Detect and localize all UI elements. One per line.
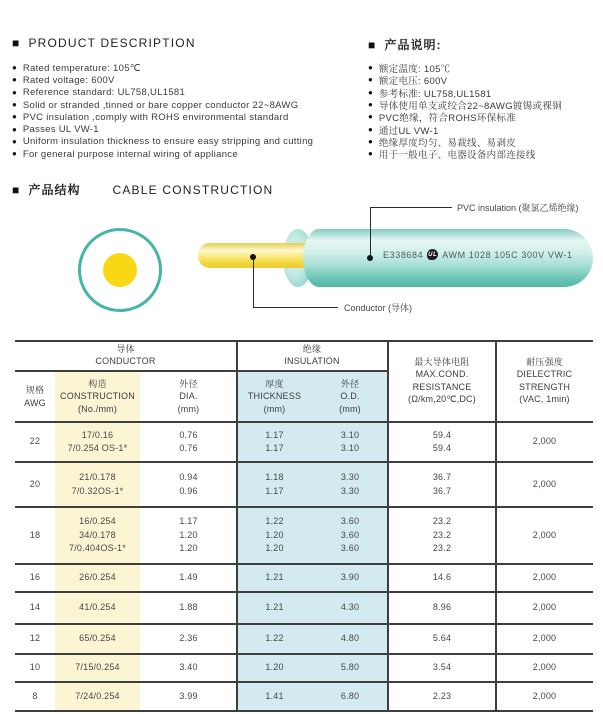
table-cell — [140, 625, 237, 653]
cell-value: 10 — [29, 662, 41, 673]
cell-value: 8 — [32, 690, 38, 701]
table-cell — [496, 655, 593, 681]
header-line: 最大导体电阻 — [414, 356, 470, 367]
cell-value: 3.60 — [340, 543, 360, 554]
column-header — [237, 372, 312, 421]
list-item — [12, 111, 313, 123]
cell-value: 1.17 — [265, 429, 284, 440]
cell-value: 23.2 — [432, 529, 452, 540]
table-cell — [496, 508, 593, 563]
cell-value: 3.30 — [340, 485, 360, 496]
list-item — [368, 87, 562, 99]
table-row — [15, 565, 593, 593]
header-line: 外径 — [340, 378, 360, 389]
header-line: (mm) — [339, 403, 361, 414]
list-item — [12, 99, 313, 111]
cell-value: 26/0.254 — [79, 572, 116, 583]
list-item-text: Rated voltage: 600V — [22, 74, 115, 86]
cell-value: 1.20 — [179, 529, 198, 540]
cell-value: 3.40 — [179, 662, 198, 673]
table-cell — [388, 593, 496, 623]
cell-value: 2,000 — [532, 478, 557, 489]
table-cell — [55, 463, 140, 506]
cell-value: 3.10 — [340, 429, 360, 440]
list-item-text: Reference standard: UL758,UL1581 — [22, 87, 186, 99]
header-line: (VAC, 1min) — [519, 394, 570, 404]
cell-value: 7/15/0.254 — [75, 662, 120, 673]
cell-value: 1.41 — [265, 690, 284, 701]
bullet-icon: ● — [12, 112, 17, 122]
list-item-text: 参考标准: UL758,UL1581 — [378, 88, 492, 100]
product-description-list — [12, 62, 313, 160]
cable-marking — [383, 249, 589, 260]
table-cell — [388, 655, 496, 681]
list-item — [368, 74, 562, 86]
section-title-text: 产品说明: — [384, 38, 442, 52]
spec-table — [15, 340, 593, 712]
table-body — [15, 423, 593, 712]
cell-value: 14.6 — [432, 572, 452, 583]
cell-value: 1.49 — [179, 572, 198, 583]
table-cell — [15, 593, 55, 623]
table-cell — [388, 463, 496, 506]
cell-value: 3.60 — [340, 516, 360, 527]
table-cell — [312, 593, 388, 623]
table-cell — [312, 508, 388, 563]
cell-value: 23.2 — [432, 516, 452, 527]
cell-value: 3.60 — [340, 529, 360, 540]
header-line: INSULATION — [284, 356, 340, 366]
cell-value: 59.4 — [432, 443, 452, 453]
cell-value: 4.30 — [340, 602, 360, 613]
cell-value: 1.20 — [265, 662, 284, 673]
header-line: AWG — [24, 397, 46, 408]
cell-value: 3.30 — [340, 472, 360, 482]
cell-value: 1.18 — [265, 472, 284, 482]
list-item — [368, 111, 562, 123]
table-row — [15, 423, 593, 463]
cell-value: 34/0.178 — [79, 529, 116, 540]
cell-value: 1.22 — [265, 516, 284, 527]
header-line: DIELECTRIC — [516, 369, 573, 379]
list-item-text: PVC绝缘，符合ROHS环保标准 — [378, 113, 517, 125]
list-item-text: 通过UL VW-1 — [378, 125, 439, 137]
cell-value: 1.20 — [179, 543, 198, 554]
bullet-icon: ● — [368, 112, 373, 122]
table-cell — [237, 565, 312, 591]
header-line: 绝缘 — [302, 343, 322, 354]
cell-value: 1.88 — [179, 602, 198, 613]
section-title-zh: 产品结构 — [28, 183, 81, 197]
bullet-icon: ● — [368, 124, 373, 134]
table-cell — [237, 508, 312, 563]
cell-value: 3.99 — [179, 690, 198, 701]
cell-value: 2,000 — [532, 529, 557, 540]
cell-value: 2.36 — [179, 633, 198, 644]
header-line: (mm) — [263, 403, 286, 414]
list-item — [368, 123, 562, 135]
section-title-text: PRODUCT DESCRIPTION — [28, 36, 196, 50]
table-cell — [496, 565, 593, 591]
cell-value: 0.76 — [179, 429, 198, 440]
cell-value: 22 — [29, 436, 41, 447]
cell-value: 1.17 — [179, 516, 198, 527]
header-line: DIA. — [179, 391, 198, 402]
table-cell — [312, 683, 388, 710]
list-item-text: 绝缘厚度均匀、易裁线、易剥皮 — [378, 137, 517, 149]
list-item — [12, 62, 313, 74]
table-cell — [140, 508, 237, 563]
square-bullet-icon: ■ — [368, 37, 377, 52]
header-line: 厚度 — [265, 378, 284, 389]
conductor-pointer-dot — [250, 254, 256, 260]
cell-value: 0.96 — [179, 485, 198, 496]
table-cell — [55, 565, 140, 591]
square-bullet-icon: ■ — [12, 182, 21, 197]
cell-value: 65/0.254 — [79, 633, 116, 644]
table-cell — [140, 655, 237, 681]
cell-value: 3.10 — [340, 443, 360, 453]
cell-value: 59.4 — [432, 429, 452, 440]
marking-style-text: AWM 1028 105C 300V VW-1 — [442, 249, 573, 260]
list-item — [368, 99, 562, 111]
table-cell — [15, 463, 55, 506]
header-line: (No./mm) — [77, 403, 118, 414]
cell-value: 7/24/0.254 — [75, 690, 120, 701]
bullet-icon: ● — [12, 100, 17, 110]
column-header — [15, 372, 55, 421]
cell-value: 1.17 — [265, 443, 284, 453]
table-cell — [237, 625, 312, 653]
bullet-icon: ● — [12, 136, 17, 146]
header-line: 导体 — [116, 343, 135, 354]
insulation-leader-line — [370, 207, 371, 256]
table-row — [15, 593, 593, 625]
bullet-icon: ● — [368, 75, 373, 85]
table-cell — [55, 683, 140, 710]
cell-value: 2,000 — [532, 436, 557, 447]
insulation-leader-line — [370, 207, 452, 208]
table-cell — [496, 683, 593, 710]
header-line: (mm) — [177, 403, 200, 414]
table-cell — [388, 625, 496, 653]
table-cell — [496, 625, 593, 653]
list-item — [368, 136, 562, 148]
cell-value: 2,000 — [532, 633, 557, 644]
header-line: 规格 — [25, 385, 45, 395]
bullet-icon: ● — [368, 136, 373, 146]
cell-value: 7/0.404OS-1* — [69, 543, 126, 554]
cell-value: 7/0.32OS-1* — [71, 485, 124, 496]
table-cell — [140, 683, 237, 710]
marking-file-number: E338684 — [383, 249, 424, 260]
table-cell — [312, 565, 388, 591]
column-header — [388, 340, 496, 421]
cell-value: 5.64 — [432, 633, 452, 644]
cell-value: 3.54 — [432, 662, 452, 673]
table-cell — [237, 463, 312, 506]
table-cell — [140, 423, 237, 461]
table-cell — [312, 423, 388, 461]
cell-value: 17/0.16 — [81, 429, 114, 440]
table-cell — [55, 655, 140, 681]
cell-value: 2,000 — [532, 602, 557, 613]
header-line: CONSTRUCTION — [60, 391, 135, 402]
ul-logo-icon: UL — [427, 249, 438, 260]
cell-value: 1.17 — [265, 485, 284, 496]
header-line: CONDUCTOR — [95, 356, 156, 366]
cell-value: 23.2 — [432, 543, 452, 554]
list-item — [368, 62, 562, 74]
cell-value: 8.96 — [432, 602, 452, 613]
bullet-icon: ● — [12, 75, 17, 85]
cell-value: 2,000 — [532, 572, 557, 583]
section-title-en: CABLE CONSTRUCTION — [112, 182, 274, 197]
cell-value: 20 — [29, 478, 41, 489]
cell-value: 36.7 — [432, 485, 452, 496]
cell-value: 1.22 — [265, 633, 284, 644]
table-cell — [237, 593, 312, 623]
table-cell — [140, 565, 237, 591]
cable-cross-section — [78, 228, 162, 312]
cell-value: 16/0.254 — [79, 516, 116, 527]
product-notes-list — [368, 62, 562, 160]
list-item-text: 额定温度: 105℃ — [378, 64, 451, 76]
cell-value: 36.7 — [432, 472, 452, 482]
list-item-text: PVC insulation ,comply with ROHS environmental standard — [22, 111, 289, 123]
cell-value: 3.90 — [340, 572, 360, 583]
list-item-text: 额定电压: 600V — [378, 76, 448, 88]
cell-value: 1.21 — [265, 572, 284, 583]
header-line: STRENGTH — [518, 381, 571, 392]
cell-value: 0.76 — [179, 443, 198, 453]
cable-diagram — [0, 195, 603, 327]
table-cell — [15, 625, 55, 653]
table-cell — [55, 508, 140, 563]
list-item-text: 导体使用单支或绞合22~8AWG镀锡或裸铜 — [378, 101, 562, 113]
table-cell — [15, 423, 55, 461]
table-cell — [15, 508, 55, 563]
table-cell — [140, 593, 237, 623]
table-cell — [15, 683, 55, 710]
product-description-title — [12, 36, 196, 50]
cell-value: 7/0.254 OS-1* — [67, 443, 128, 453]
list-item — [12, 123, 313, 135]
bullet-icon: ● — [12, 87, 17, 97]
table-cell — [388, 423, 496, 461]
table-cell — [312, 625, 388, 653]
cell-value: 6.80 — [340, 690, 360, 701]
cell-value: 2,000 — [532, 662, 557, 673]
cell-value: 12 — [29, 633, 41, 644]
table-row — [15, 508, 593, 565]
list-item-text: 用于一般电子、电器设备内部连接线 — [378, 150, 536, 162]
table-cell — [237, 655, 312, 681]
column-header — [140, 372, 237, 421]
product-notes-title — [368, 36, 441, 53]
list-item — [368, 148, 562, 160]
group-header-insulation — [237, 340, 387, 370]
table-cell — [496, 463, 593, 506]
bullet-icon: ● — [12, 124, 17, 134]
conductor-label: Conductor (导体) — [344, 303, 413, 313]
cell-value: 16 — [29, 572, 41, 583]
table-cell — [496, 593, 593, 623]
column-header — [55, 372, 140, 421]
header-line: 外径 — [179, 378, 198, 389]
cell-value: 5.80 — [340, 662, 360, 673]
table-cell — [55, 593, 140, 623]
bullet-icon: ● — [12, 149, 17, 159]
table-cell — [496, 423, 593, 461]
cell-value: 18 — [29, 529, 41, 540]
bullet-icon: ● — [368, 149, 373, 159]
table-cell — [388, 683, 496, 710]
conductor-leader-line — [253, 259, 254, 307]
bullet-icon: ● — [368, 100, 373, 110]
list-item-text: For general purpose internal wiring of appliance — [22, 148, 238, 160]
column-header — [496, 340, 593, 421]
bullet-icon: ● — [368, 63, 373, 73]
table-row — [15, 683, 593, 712]
table-cell — [388, 508, 496, 563]
list-item-text: Rated temperature: 105℃ — [22, 62, 141, 74]
cell-value: 41/0.254 — [79, 602, 116, 613]
cell-value: 2.23 — [432, 690, 452, 701]
list-item — [12, 136, 313, 148]
header-line: 耐压强度 — [526, 356, 563, 367]
cell-value: 4.80 — [340, 633, 360, 644]
table-cell — [312, 655, 388, 681]
insulation-label: PVC insulation (聚氯乙烯绝缘) — [457, 203, 579, 213]
table-cell — [15, 655, 55, 681]
table-cell — [15, 565, 55, 591]
column-header — [312, 372, 388, 421]
bullet-icon: ● — [368, 87, 373, 97]
list-item — [12, 87, 313, 99]
list-item — [12, 148, 313, 160]
cell-value: 21/0.178 — [79, 472, 116, 482]
table-row — [15, 463, 593, 508]
table-cell — [55, 423, 140, 461]
list-item — [12, 74, 313, 86]
header-line: RESISTANCE — [412, 381, 472, 392]
table-cell — [237, 683, 312, 710]
table-cell — [55, 625, 140, 653]
group-header-conductor — [15, 340, 236, 370]
conductor-core-icon — [103, 253, 137, 287]
table-cell — [388, 565, 496, 591]
header-line: (Ω/km,20℃,DC) — [408, 394, 476, 404]
table-cell — [237, 423, 312, 461]
table-cell — [140, 463, 237, 506]
cell-value: 1.20 — [265, 529, 284, 540]
list-item-text: Solid or stranded ,tinned or bare copper conductor 22~8AWG — [22, 99, 299, 111]
table-cell — [312, 463, 388, 506]
conductor-leader-line — [253, 307, 338, 308]
cell-value: 14 — [29, 602, 41, 613]
bullet-icon: ● — [12, 63, 17, 73]
table-row — [15, 625, 593, 655]
insulation-pointer-dot — [367, 255, 373, 261]
square-bullet-icon: ■ — [12, 36, 21, 50]
list-item-text: Uniform insulation thickness to ensure easy stripping and cutting — [22, 136, 314, 148]
header-line: THICKNESS — [247, 391, 302, 402]
cell-value: 0.94 — [179, 472, 198, 482]
table-row — [15, 655, 593, 683]
header-line: O.D. — [340, 391, 360, 402]
header-line: 构造 — [88, 378, 107, 389]
header-line: MAX.COND. — [415, 369, 469, 379]
list-item-text: Passes UL VW-1 — [22, 124, 99, 136]
cell-value: 1.21 — [265, 602, 284, 613]
cell-value: 1.20 — [265, 543, 284, 554]
cell-value: 2,000 — [532, 690, 557, 701]
